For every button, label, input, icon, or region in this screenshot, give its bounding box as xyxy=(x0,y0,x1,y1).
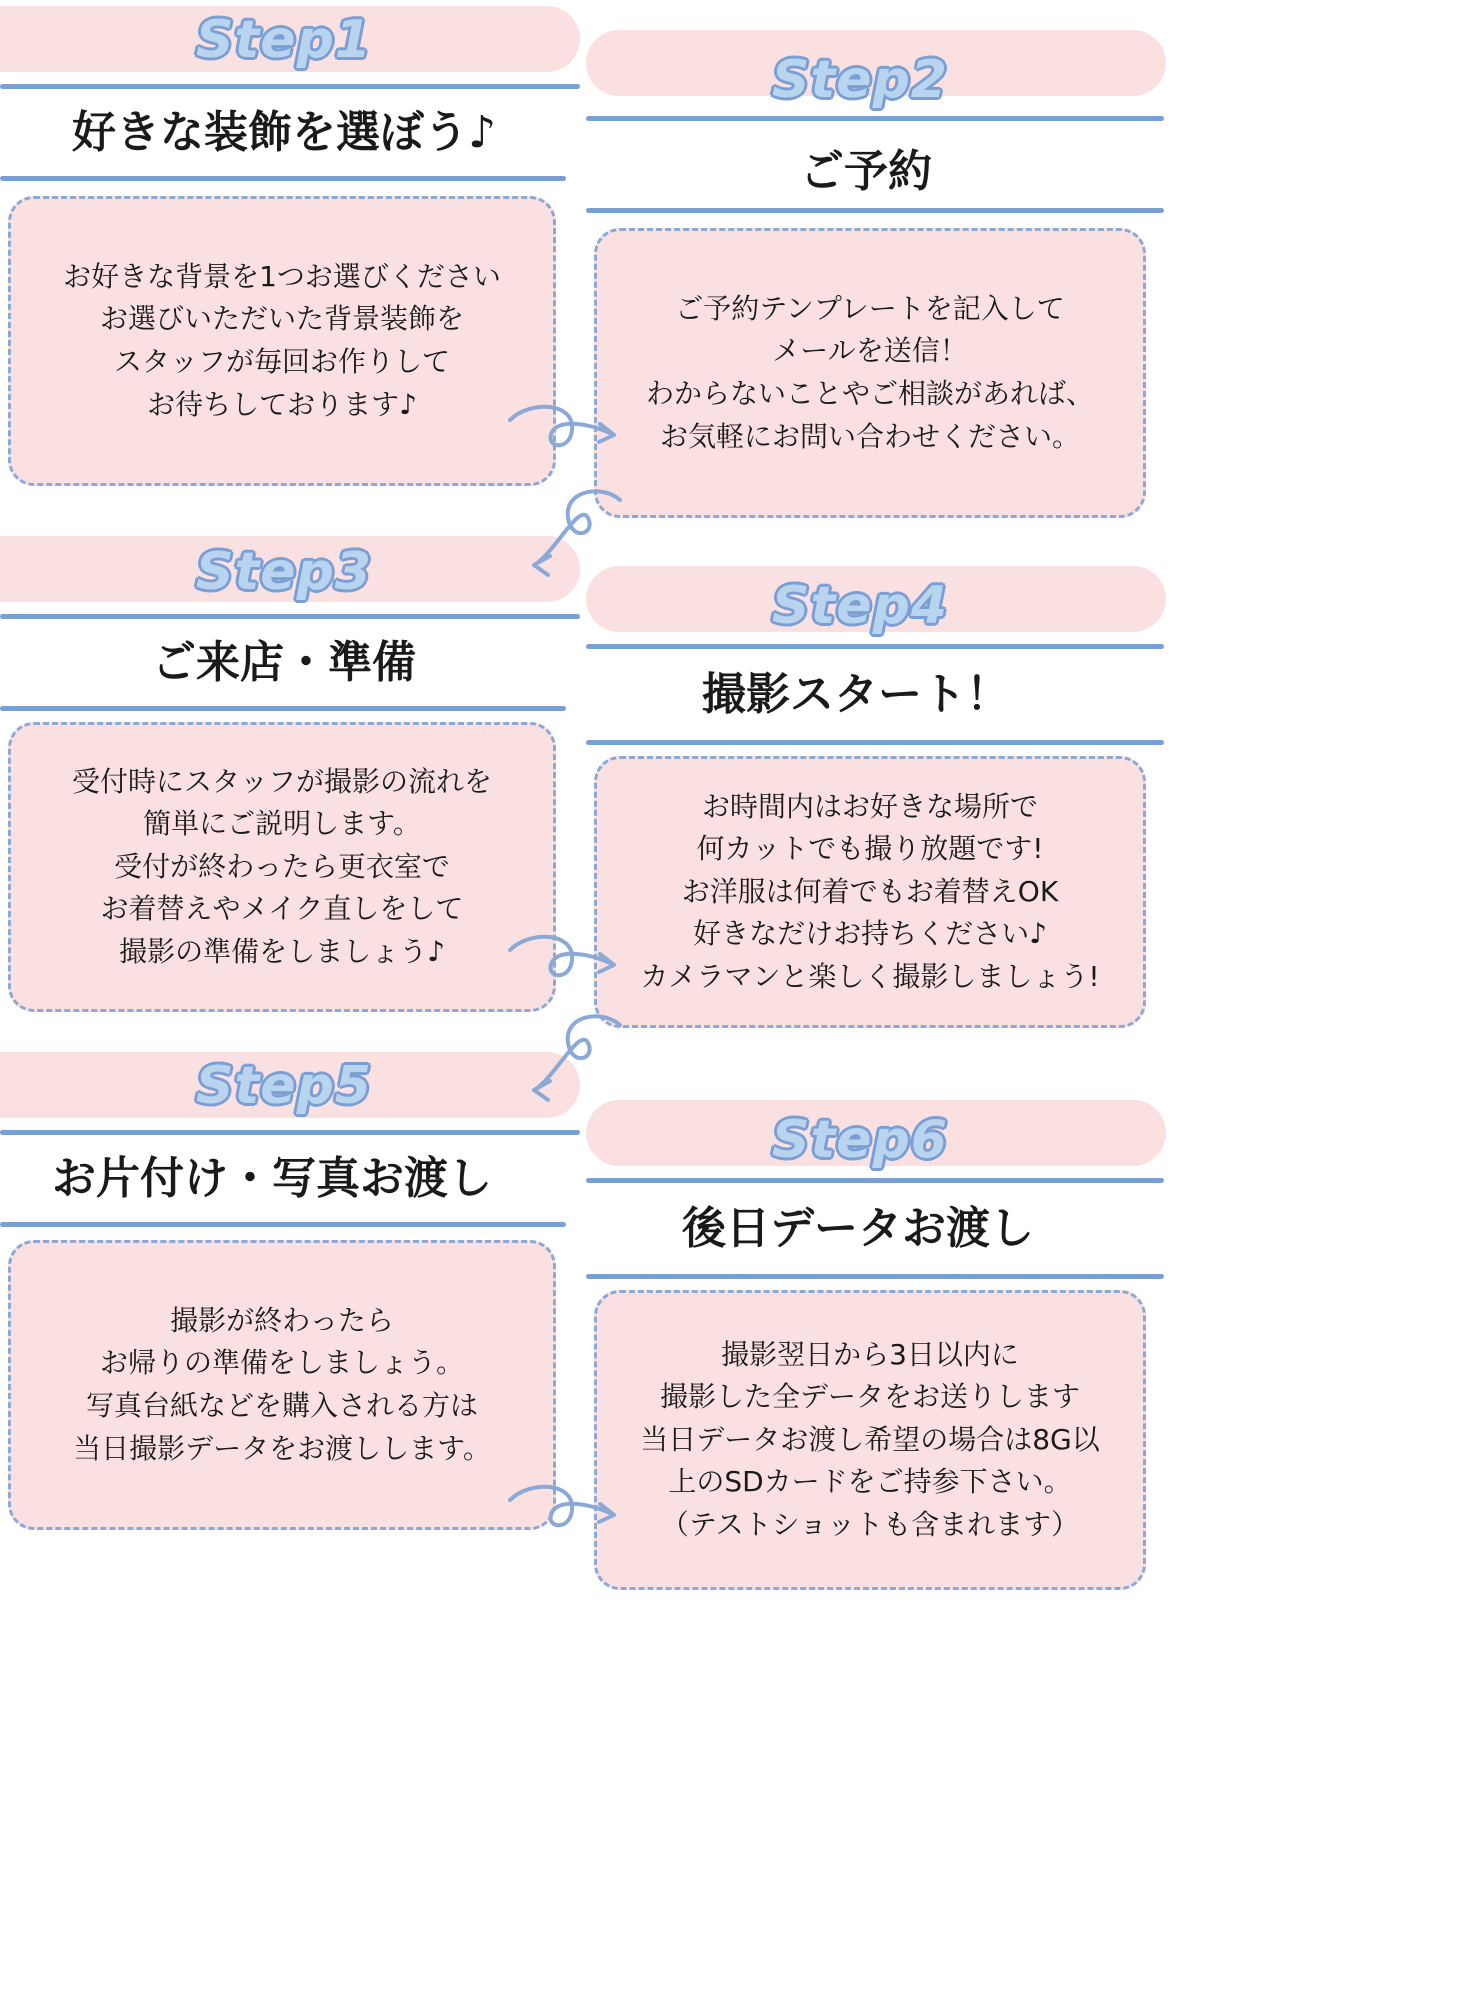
step-6-body-line-2: 撮影した全データをお送りします xyxy=(659,1380,1080,1414)
step-4-rule-bottom xyxy=(586,740,1164,745)
step-2-rule-bottom xyxy=(586,208,1164,213)
step-1-badge-label: Step1 xyxy=(196,10,372,70)
step-3-body-line-3: 受付が終わったら更衣室で xyxy=(114,849,450,883)
step-2-body-line-2: メールを送信！ xyxy=(772,334,968,368)
step-6-body-line-3: 当日データお渡し希望の場合は8G以 xyxy=(640,1422,1100,1456)
step-3-body-line-1: 受付時にスタッフが撮影の流れを xyxy=(71,764,492,798)
step-5-badge-label: Step5 xyxy=(196,1056,372,1116)
step-3-badge-label: Step3 xyxy=(196,542,372,602)
step-4-body-box xyxy=(594,756,1146,1028)
step-3-rule-bottom xyxy=(0,706,566,711)
step-2-body-line-4: お気軽にお問い合わせください。 xyxy=(659,419,1080,453)
step-1-body-line-2: お選びいただいた背景装飾を xyxy=(99,302,464,336)
step-6-body-box xyxy=(594,1290,1146,1590)
step-4-body-line-5: カメラマンと楽しく撮影しましょう! xyxy=(640,959,1100,993)
step-3-title: ご来店・準備 xyxy=(152,637,416,688)
step-2-rule-top xyxy=(586,116,1164,121)
step-2-badge-label: Step2 xyxy=(772,50,948,110)
step-3-rule-top xyxy=(0,614,580,619)
step-5-body-line-4: 当日撮影データをお渡しします。 xyxy=(73,1431,491,1465)
step-4-title: 撮影スタート！ xyxy=(702,669,1010,720)
step-3-body-line-2: 簡単にご説明します。 xyxy=(143,807,421,841)
step-2-body-box xyxy=(594,228,1146,518)
step-6-title: 後日データお渡し xyxy=(682,1203,1034,1254)
step-5-body-line-3: 写真台紙などを購入される方は xyxy=(85,1389,478,1422)
step-6-body-line-1: 撮影翌日から3日以内に xyxy=(721,1337,1019,1371)
step-4-body-line-2: 何カットでも撮り放題です! xyxy=(696,832,1044,866)
step-5-body-line-1: 撮影が終わったら xyxy=(170,1303,394,1337)
step-1-title: 好きな装飾を選ぼう♪ xyxy=(72,107,497,158)
step-3-body-line-4: お着替えやメイク直しをして xyxy=(100,892,464,926)
step-1-body-box xyxy=(8,196,556,486)
step-2-title: ご予約 xyxy=(800,146,932,197)
step-5-title: お片付け・写真お渡し xyxy=(52,1153,492,1204)
step-2-body-line-1: ご予約テンプレートを記入して xyxy=(675,291,1065,325)
step-5-rule-bottom xyxy=(0,1222,566,1227)
step-3-body-box xyxy=(8,722,556,1012)
step-4-rule-top xyxy=(586,644,1164,649)
step-2-body-line-3: わからないことやご相談があれば、 xyxy=(645,377,1094,410)
step-4-body-line-1: お時間内はお好きな場所で xyxy=(701,789,1038,823)
step-6-rule-bottom xyxy=(586,1274,1164,1279)
step-6-body-line-5: （テストショットも含まれます） xyxy=(660,1507,1080,1541)
step-4-body-line-4: 好きなだけお持ちください♪ xyxy=(693,917,1047,951)
step-6-badge-label: Step6 xyxy=(772,1110,948,1170)
step-5-body-box xyxy=(8,1240,556,1530)
step-1-rule-top xyxy=(0,84,580,89)
step-1-rule-bottom xyxy=(0,176,566,181)
step-3-body-line-5: 撮影の準備をしましょう♪ xyxy=(119,934,445,968)
step-6-body-line-4: 上のSDカードをご持参下さい。 xyxy=(668,1465,1072,1499)
step-1-body-line-4: お待ちしております♪ xyxy=(147,387,417,421)
step-6-rule-top xyxy=(586,1178,1164,1183)
step-4-body-line-3: お洋服は何着でもお着替えOK xyxy=(681,874,1059,908)
step-4-badge-label: Step4 xyxy=(772,576,948,636)
step-5-body-line-2: お帰りの準備をしましょう。 xyxy=(99,1346,464,1380)
step-1-body-line-3: スタッフが毎回お作りして xyxy=(113,345,450,378)
step-1-body-line-1: お好きな背景を1つお選びください xyxy=(63,259,501,293)
step-5-rule-top xyxy=(0,1130,580,1135)
